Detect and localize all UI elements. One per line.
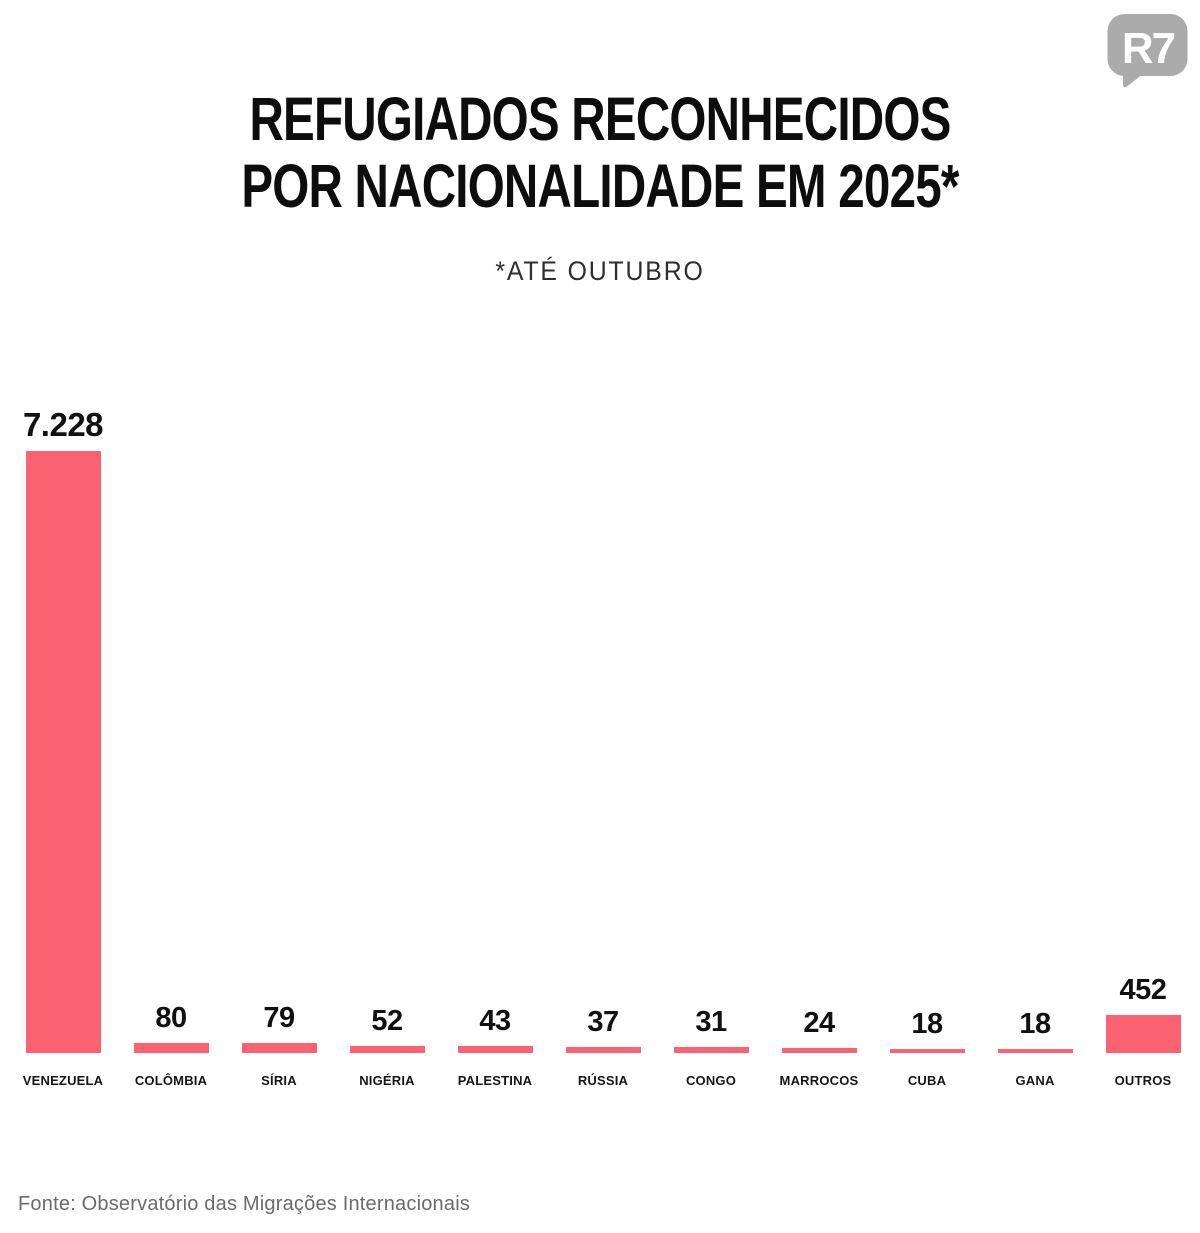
bar-group-marrocos (765, 400, 873, 1093)
bar-group-colombia (117, 400, 225, 1093)
bar (350, 1046, 425, 1053)
bar-category-label: PALESTINA (457, 1073, 533, 1088)
bar-category-label: OUTROS (1114, 1073, 1172, 1088)
bar-category-label: NIGÉRIA (359, 1073, 415, 1088)
bar-value-label: 80 (155, 1002, 187, 1034)
bar-value-label: 18 (1019, 1008, 1051, 1040)
bar-group-venezuela (9, 400, 117, 1093)
r7-logo-text: R7 (1121, 24, 1175, 73)
bar-category-label: GANA (1015, 1073, 1055, 1088)
bar-value-label: 37 (587, 1006, 619, 1038)
bar-category-label: VENEZUELA (22, 1073, 104, 1088)
bar-group-gana (981, 400, 1089, 1093)
bar-category-label: MARROCOS (779, 1073, 859, 1088)
bar (134, 1043, 209, 1053)
bar-category-label: RÚSSIA (577, 1073, 629, 1088)
bar (242, 1043, 317, 1053)
page-subtitle: *ATÉ OUTUBRO (495, 256, 705, 286)
bar-group-congo (657, 400, 765, 1093)
page-title-line1: REFUGIADOS RECONHECIDOS (249, 85, 951, 153)
page-title (132, 86, 1068, 220)
bar-value-label: 79 (263, 1002, 295, 1034)
bar-value-label: 7.228 (22, 406, 104, 443)
bar-category-label: CUBA (907, 1073, 947, 1088)
bar-group-outros (1089, 400, 1197, 1093)
bar-group-nigeria (333, 400, 441, 1093)
bar-category-label: COLÔMBIA (134, 1073, 208, 1088)
r7-logo-icon (1107, 14, 1188, 90)
source-note: Fonte: Observatório das Migrações Internacionais (18, 1193, 471, 1215)
bar-value-label: 43 (479, 1005, 511, 1037)
bar-group-siria (225, 400, 333, 1093)
bar-value-label: 52 (371, 1005, 403, 1037)
bar-category-label: SÍRIA (261, 1073, 297, 1088)
bar (26, 451, 101, 1053)
bar-value-label: 31 (695, 1006, 727, 1038)
page-title-line2: POR NACIONALIDADE EM 2025* (241, 152, 959, 220)
bar-group-palestina (441, 400, 549, 1093)
bar-chart (9, 400, 1197, 1093)
bar (458, 1046, 533, 1053)
r7-logo (1107, 14, 1188, 90)
bar (1106, 1015, 1181, 1053)
bar-group-russia (549, 400, 657, 1093)
bar-group-cuba (873, 400, 981, 1093)
bar-category-label: CONGO (685, 1073, 737, 1088)
bar-value-label: 24 (803, 1007, 835, 1039)
bar-value-label: 452 (1119, 974, 1167, 1006)
bar-value-label: 18 (911, 1008, 943, 1040)
